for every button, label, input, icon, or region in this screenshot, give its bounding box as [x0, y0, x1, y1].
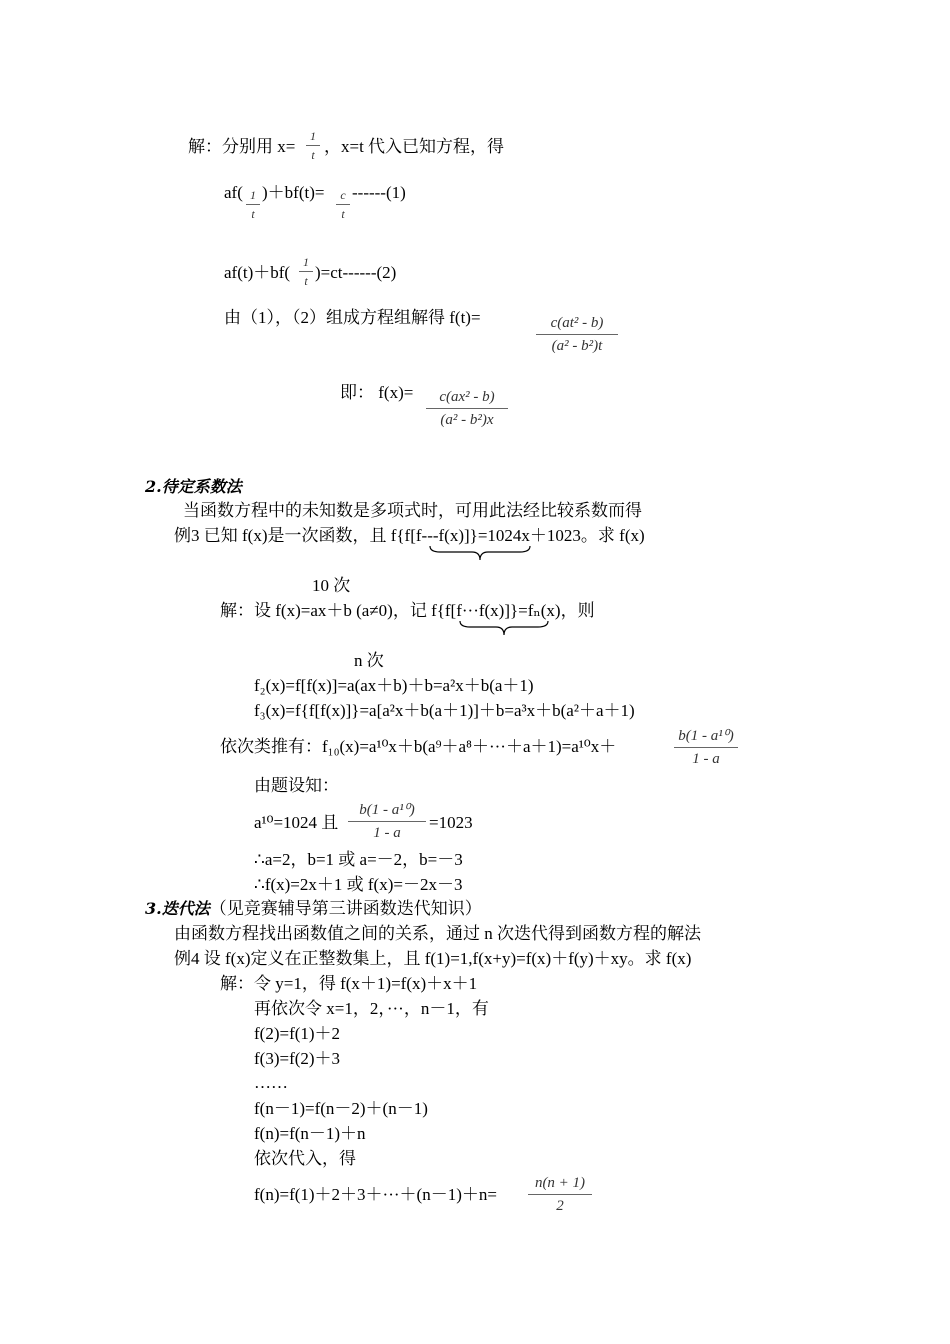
- text: ，x=t 代入已知方程，得: [324, 137, 505, 156]
- iter-ellipsis: [254, 1073, 288, 1093]
- result-1: [254, 850, 463, 870]
- numerator: c: [340, 188, 346, 202]
- fraction-one-over-t: [299, 255, 313, 288]
- brace-label-n: [354, 651, 384, 671]
- underbrace-10: [428, 544, 532, 564]
- denominator: t: [304, 274, 308, 288]
- equation-1-label: [352, 183, 406, 203]
- equation-1-a: [224, 183, 243, 203]
- fraction-bar: [348, 821, 426, 822]
- f10-line: [220, 737, 616, 757]
- iter-line-2: [254, 1049, 340, 1069]
- fraction-bar: [306, 145, 320, 146]
- text: ------(1): [352, 183, 406, 202]
- numerator: n(n + 1): [534, 1175, 586, 1191]
- text: ∴a=2，b=1 或 a=－2，b=－3: [254, 850, 463, 869]
- text: 当函数方程中的未知数是多项式时，可用此法经比较系数而得: [183, 501, 642, 520]
- condition-line: [254, 813, 338, 833]
- text: f(3)=f(2)＋3: [254, 1049, 341, 1068]
- solution-4: [220, 974, 477, 994]
- final-line: [254, 1185, 497, 1205]
- substitute-line: [254, 1149, 356, 1169]
- solution-intro-cont: [324, 137, 504, 157]
- text: 解：分别用 x=: [188, 137, 296, 156]
- equation-2-b: [315, 263, 396, 283]
- text: 2.待定系数法: [145, 477, 242, 496]
- brace-label-10: [312, 576, 350, 596]
- text: af(t)＋bf(: [224, 263, 291, 282]
- denominator: (a² - b²)t: [551, 338, 603, 354]
- denominator: t: [251, 207, 255, 221]
- text: ……: [254, 1073, 288, 1092]
- fraction-bar: [674, 747, 738, 748]
- f3-line: [254, 701, 635, 721]
- denominator: 1 - a: [692, 751, 720, 767]
- text: f₃(x)=f{f[f(x)]}=a[a²x＋b(a＋1)]＋b=a³x＋b(a²＋a＋1): [254, 701, 635, 720]
- text: =1023: [429, 813, 473, 832]
- denominator: t: [341, 207, 345, 221]
- fraction-one-over-t: [306, 129, 320, 162]
- text: af(: [224, 183, 243, 202]
- iter-line-4: [254, 1099, 428, 1119]
- numerator: b(1 - a¹⁰): [359, 802, 415, 818]
- text: f₂(x)=f[f(x)]=a(ax＋b)＋b=a²x＋b(a＋1): [254, 676, 534, 695]
- fraction-final: [528, 1174, 592, 1215]
- fraction-bar: [426, 408, 508, 409]
- text: 由函数方程找出函数值之间的关系，通过 n 次迭代得到函数方程的解法: [174, 924, 701, 943]
- equation-2-a: [224, 263, 290, 283]
- fraction-one-over-t: [246, 188, 260, 221]
- fraction-bar: [536, 334, 618, 335]
- fraction-c-over-t: [336, 188, 350, 221]
- text: 由（1），（2）组成方程组解得 f(t)=: [224, 308, 481, 327]
- text: ∴f(x)=2x＋1 或 f(x)=－2x－3: [254, 875, 463, 894]
- text: 解：设 f(x)=ax＋b (a≠0)，记 f{f[f···f(x)]}=fₙ(x)，则: [220, 601, 595, 620]
- text: 依次类推有：f₁₀(x)=a¹⁰x＋b(a⁹＋a⁸＋···＋a＋1)=a¹⁰x＋: [220, 737, 617, 756]
- section-2-description: [183, 501, 642, 521]
- fraction-bar: [528, 1194, 592, 1195]
- solution-intro: [188, 137, 295, 157]
- fraction-condition: [348, 801, 426, 842]
- fraction-bar: [299, 271, 313, 272]
- step-line: [254, 999, 489, 1019]
- denominator: 1 - a: [373, 825, 401, 841]
- example-3: [174, 526, 645, 546]
- equation-1-b: [262, 183, 324, 203]
- fraction-f-x: [426, 388, 508, 429]
- denominator: 2: [556, 1198, 564, 1214]
- fraction-bar: [246, 204, 260, 205]
- thus-line: [340, 383, 413, 403]
- numerator: 1: [303, 255, 309, 269]
- numerator: c(at² - b): [550, 315, 604, 331]
- text: n 次: [354, 651, 384, 670]
- result-2: [254, 875, 462, 895]
- underbrace-n: [458, 619, 550, 639]
- text: （见竞赛辅导第三讲函数迭代知识）: [209, 899, 482, 918]
- text: 10 次: [312, 576, 351, 595]
- given-line: [254, 776, 339, 796]
- text: f(n)=f(n－1)＋n: [254, 1124, 366, 1143]
- fraction-f-t: [536, 314, 618, 355]
- text: 解：令 y=1，得 f(x＋1)=f(x)＋x＋1: [220, 974, 478, 993]
- numerator: c(ax² - b): [439, 389, 495, 405]
- iter-line-1: [254, 1024, 340, 1044]
- text: 依次代入，得: [254, 1149, 356, 1168]
- text: f(n－1)=f(n－2)＋(n－1): [254, 1099, 428, 1118]
- text: )＋bf(t)=: [262, 183, 325, 202]
- section-2-heading: [145, 477, 242, 497]
- text: )=ct------(2): [315, 263, 397, 282]
- text: 再依次令 x=1，2，···，n－1，有: [254, 999, 489, 1018]
- text: 例3 已知 f(x)是一次函数，且 f{f[f---f(x)]}=1024x＋1023。求 f(x): [174, 526, 645, 545]
- text: f(n)=f(1)＋2＋3＋···＋(n－1)＋n=: [254, 1185, 497, 1204]
- denominator: t: [311, 148, 315, 162]
- text: a¹⁰=1024 且: [254, 813, 339, 832]
- text: 例4 设 f(x)定义在正整数集上，且 f(1)=1,f(x+y)=f(x)＋f(y)＋xy。求 f(x): [174, 949, 692, 968]
- text: 3.迭代法: [145, 899, 210, 918]
- iter-line-5: [254, 1124, 366, 1144]
- example-4: [174, 949, 691, 969]
- numerator: 1: [310, 129, 316, 143]
- fraction-f10: [674, 727, 738, 768]
- text: 即： f(x)=: [340, 383, 414, 402]
- text: 由题设知：: [254, 776, 339, 795]
- f2-line: [254, 676, 534, 696]
- numerator: b(1 - a¹⁰): [678, 728, 734, 744]
- solution-2: [220, 601, 595, 621]
- fraction-bar: [336, 204, 350, 205]
- text: f(2)=f(1)＋2: [254, 1024, 341, 1043]
- numerator: 1: [250, 188, 256, 202]
- denominator: (a² - b²)x: [440, 412, 494, 428]
- condition-result: [429, 813, 473, 833]
- section-3-description: [174, 924, 701, 944]
- combine-line: [224, 308, 481, 328]
- section-3-heading: [145, 899, 482, 919]
